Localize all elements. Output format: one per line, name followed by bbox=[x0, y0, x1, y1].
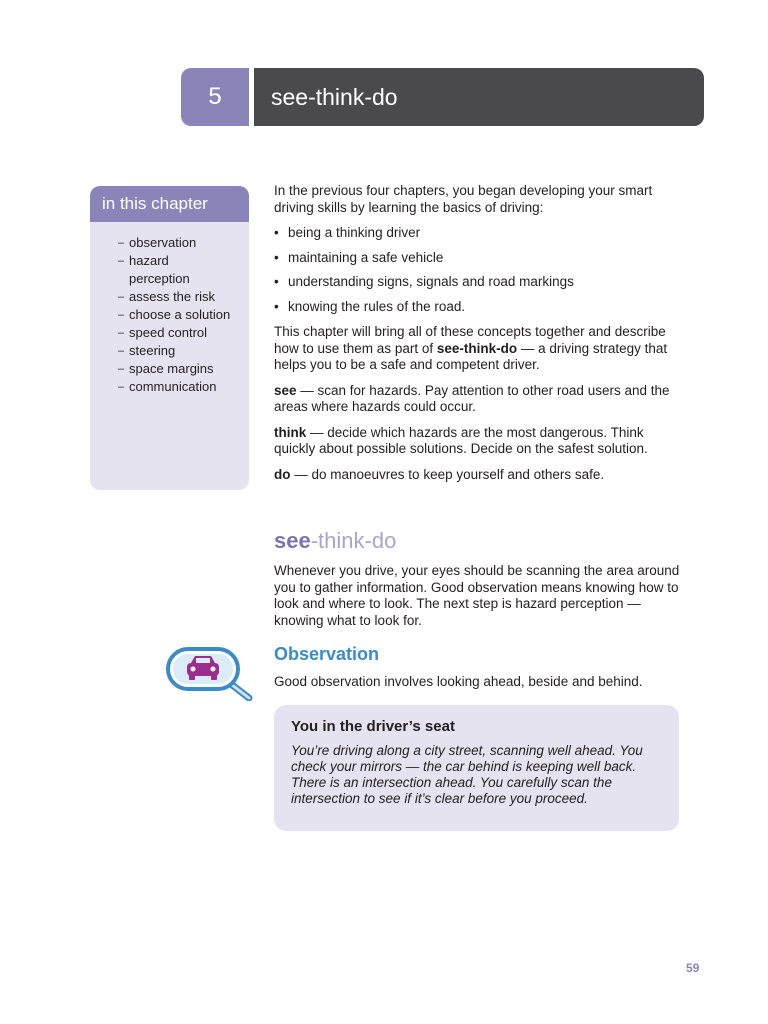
intro-paragraph: In the previous four chapters, you began developing your smart driving skills by learning the basics of driving: bbox=[274, 183, 653, 215]
think-definition: think — decide which hazards are the most dangerous. Think quickly about possible solutions. Decide on the safest solution. bbox=[274, 424, 648, 456]
page-number: 59 bbox=[686, 961, 700, 975]
callout-title: You in the driver’s seat bbox=[291, 718, 455, 735]
observation-heading: Observation bbox=[274, 644, 380, 664]
sidebar-subitem: – steering bbox=[105, 342, 249, 360]
car-mirror-icon bbox=[165, 643, 255, 701]
sidebar-subitem: – speed control bbox=[105, 324, 249, 342]
sidebar-subitem: – communication bbox=[105, 378, 249, 396]
sidebar-heading: in this chapter bbox=[90, 186, 249, 222]
drivers-seat-callout bbox=[274, 705, 679, 831]
chapter-number: 5 bbox=[181, 68, 249, 126]
intro-bullet: • maintaining a safe vehicle bbox=[274, 250, 684, 267]
in-this-chapter-box bbox=[90, 186, 249, 490]
sidebar-subitem: – hazard perception bbox=[105, 252, 249, 288]
observation-paragraph: Good observation involves looking ahead, beside and behind. bbox=[274, 674, 643, 689]
section-paragraph: Whenever you drive, your eyes should be scanning the area around you to gather information. Good observation means knowing how to look and where to look. The next step is hazard perception — knowing what to look for. bbox=[274, 563, 680, 628]
chapter-title: see-think-do bbox=[254, 68, 704, 126]
intro-bullet: • being a thinking driver bbox=[274, 225, 684, 242]
sidebar-subitem: – assess the risk bbox=[105, 288, 249, 306]
sidebar-subitem: – space margins bbox=[105, 360, 249, 378]
intro-bullet: • understanding signs, signals and road markings bbox=[274, 274, 684, 291]
callout-text: You’re driving along a city street, scanning well ahead. You check your mirrors — the car behind is keeping well back. There is an intersection ahead. You carefully scan the intersection to see if it’s clear before you proceed. bbox=[291, 743, 643, 806]
sidebar-subitem: – choose a solution bbox=[105, 306, 249, 324]
sidebar-list bbox=[90, 222, 249, 396]
sidebar-subitem: – observation bbox=[105, 234, 249, 252]
intro-bullet: • knowing the rules of the road. bbox=[274, 299, 684, 316]
see-definition: see — scan for hazards. Pay attention to other road users and the areas where hazards could occur. bbox=[274, 382, 670, 414]
chapter-description: This chapter will bring all of these concepts together and describe how to use them as part of see-think-do — a driving strategy that helps you to be a safe and competent driver. bbox=[274, 324, 668, 372]
do-definition: do — do manoeuvres to keep yourself and others safe. bbox=[274, 466, 605, 482]
intro-content bbox=[274, 183, 684, 483]
section-body bbox=[274, 563, 684, 629]
observation-body bbox=[274, 674, 684, 691]
section-heading: see-think-do bbox=[274, 528, 397, 553]
